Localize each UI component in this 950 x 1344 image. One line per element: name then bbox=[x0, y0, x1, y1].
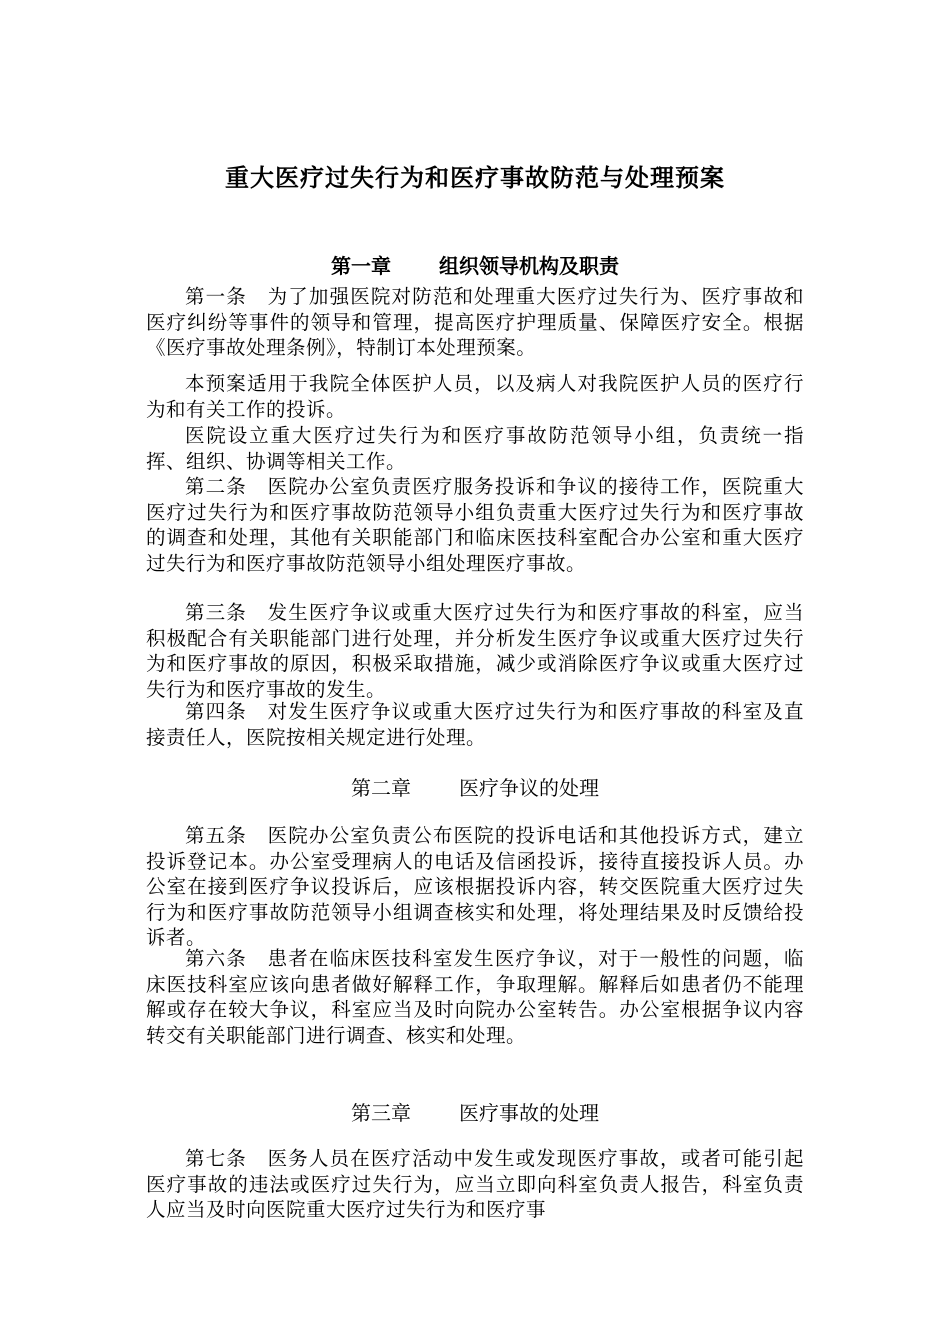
paragraph: 本预案适用于我院全体医护人员，以及病人对我院医护人员的医疗行为和有关工作的投诉。 bbox=[146, 372, 804, 421]
chapter-name: 医疗争议的处理 bbox=[459, 776, 599, 800]
chapter-heading-1 bbox=[0, 250, 950, 279]
paragraph: 第五条 医院办公室负责公布医院的投诉电话和其他投诉方式，建立投诉登记本。办公室受理病人的电话及信函投诉，接待直接投诉人员。办公室在接到医疗争议投诉后，应该根据投诉内容，转交医院重大医疗过失行为和医疗事故防范领导小组调查核实和处理，将处理结果及时反馈给投诉者。 bbox=[146, 824, 804, 949]
chapter-number: 第二章 bbox=[351, 776, 411, 800]
document-title: 重大医疗过失行为和医疗事故防范与处理预案 bbox=[225, 164, 725, 192]
paragraph: 第七条 医务人员在医疗活动中发生或发现医疗事故，或者可能引起医疗事故的违法或医疗过失行为，应当立即向科室负责人报告，科室负责人应当及时向医院重大医疗过失行为和医疗事 bbox=[146, 1147, 804, 1221]
paragraph: 第一条 为了加强医院对防范和处理重大医疗过失行为、医疗事故和医疗纠纷等事件的领导和管理，提高医疗护理质量、保障医疗安全。根据《医疗事故处理条例》，特制订本处理预案。 bbox=[146, 285, 804, 359]
paragraph: 第六条 患者在临床医技科室发生医疗争议，对于一般性的问题，临床医技科室应该向患者做好解释工作，争取理解。解释后如患者仍不能理解或存在较大争议，科室应当及时向院办公室转告。办公室根据争议内容转交有关职能部门进行调查、核实和处理。 bbox=[146, 947, 804, 1047]
paragraph: 第三条 发生医疗争议或重大医疗过失行为和医疗事故的科室，应当积极配合有关职能部门进行处理，并分析发生医疗争议或重大医疗过失行为和医疗事故的原因，积极采取措施，减少或消除医疗争议或重大医疗过失行为和医疗事故的发生。 bbox=[146, 601, 804, 701]
chapter-heading-3 bbox=[0, 1097, 950, 1126]
paragraph: 第四条 对发生医疗争议或重大医疗过失行为和医疗事故的科室及直接责任人，医院按相关规定进行处理。 bbox=[146, 700, 804, 749]
chapter-name: 组织领导机构及职责 bbox=[439, 254, 619, 278]
chapter-number: 第一章 bbox=[331, 254, 391, 278]
chapter-heading-2 bbox=[0, 772, 950, 801]
chapter-number: 第三章 bbox=[351, 1101, 411, 1125]
chapter-name: 医疗事故的处理 bbox=[459, 1101, 599, 1125]
paragraph: 第二条 医院办公室负责医疗服务投诉和争议的接待工作，医院重大医疗过失行为和医疗事故防范领导小组负责重大医疗过失行为和医疗事故的调查和处理，其他有关职能部门和临床医技科室配合办公室和重大医疗过失行为和医疗事故防范领导小组处理医疗事故。 bbox=[146, 475, 804, 575]
paragraph: 医院设立重大医疗过失行为和医疗事故防范领导小组，负责统一指挥、组织、协调等相关工作。 bbox=[146, 424, 804, 473]
